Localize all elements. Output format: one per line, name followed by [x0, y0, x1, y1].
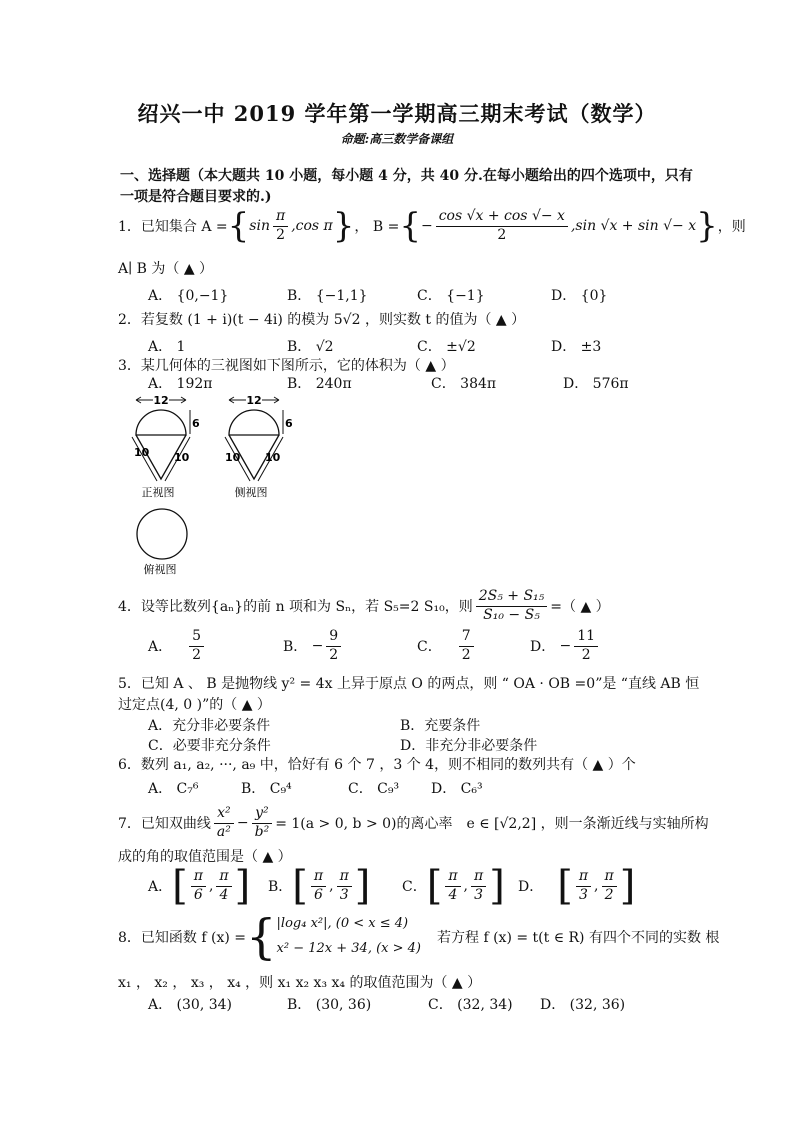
q5-option-c: C．必要非充分条件 [148, 738, 271, 754]
q4-option-d-num: 11 [574, 628, 598, 647]
q1-option-b: B． {−1,1} [287, 288, 368, 304]
question-6: 6．数列 a₁, a₂, ···, a₉ 中，恰好有 6 个 7 ，3 个 4，则不相同的数列共有（ ▲ ）个 [118, 757, 636, 773]
question-1 [118, 208, 746, 244]
q3-option-b: B． 240π [287, 376, 352, 392]
q7-option-c-label: C． [402, 879, 427, 895]
q7-tail: = 1(a > 0, b > 0)的离心率 [275, 816, 453, 832]
q7-a-d1: 6 [193, 886, 203, 903]
q7-a-d2: 4 [219, 886, 229, 903]
q2-option-c: C． ±√2 [417, 339, 476, 355]
q8-option-c: C． (32, 34) [428, 997, 513, 1013]
q4-option-b-sign: − [311, 638, 324, 654]
q4-option-c-den: 2 [461, 646, 471, 663]
q1-b-frac [436, 208, 568, 244]
q4-option-a-num: 5 [189, 628, 204, 647]
front-height-label: 6 [192, 417, 200, 430]
q4-den: S₁₀ − S₅ [483, 606, 540, 623]
q7-d-d2: 2 [604, 886, 614, 903]
q6-option-c: C． C₉³ [348, 781, 400, 797]
q1-prefix: 1．已知集合 A = [118, 219, 228, 235]
q7-option-d: D． [ $\frac{\pi}{3}$ , $\frac{\pi}{2}$ ] [518, 863, 636, 909]
question-7 [118, 805, 709, 841]
q3-option-a: A． 192π [148, 376, 213, 392]
side-view [225, 394, 293, 499]
q1-then: ，则 [717, 219, 746, 235]
q6-option-b: B． C₉⁴ [241, 781, 292, 797]
q4-fraction [476, 588, 548, 624]
q7-c-n1: π [445, 868, 460, 887]
side-left-slant-label: 10 [225, 451, 241, 464]
q8-mid: 若方程 f (x) = t(t ∈ R) 有四个不同的实数 根 [437, 929, 720, 946]
q7-b-n1: π [311, 868, 326, 887]
q1-b-tail: ,sin √x + sin √− x [570, 218, 697, 234]
q7-minus: − [236, 815, 249, 831]
q4-option-c [417, 628, 477, 664]
q7-option-b-label: B． [268, 879, 293, 895]
q4-option-d-sign: − [559, 638, 572, 654]
q7-option-d-label: D． [518, 879, 544, 895]
q4-option-b-label: B． [283, 639, 308, 655]
q4-option-c-num: 7 [459, 628, 474, 647]
q1-b-den: 2 [497, 226, 507, 243]
front-right-slant-label: 10 [174, 451, 190, 464]
q4-option-d-label: D． [530, 639, 556, 655]
left-brace: { [399, 206, 421, 246]
q4-option-b-den: 2 [329, 646, 339, 663]
q7-c-n2: π [471, 868, 486, 887]
q7-option-a: A． [ $\frac{\pi}{6}$ , $\frac{\pi}{4}$ ] [148, 863, 251, 909]
q8-case1: |log₄ x²|, (0 < x ≤ 4) [276, 916, 409, 931]
question-4 [118, 588, 610, 624]
side-width-label: 12 [246, 394, 262, 407]
side-right-slant-label: 10 [265, 451, 281, 464]
q5-option-b: B．充要条件 [400, 718, 481, 734]
q4-num: 2S₅ + S₁₅ [476, 588, 548, 607]
q7-frac1-den: a² [216, 823, 231, 840]
three-view-figure [120, 392, 300, 582]
top-view-label: 俯视图 [143, 563, 177, 576]
question-5-line2: 过定点(4, 0 )”的（ ▲ ） [118, 697, 271, 713]
question-3: 3．某几何体的三视图如下图所示，它的体积为（ ▲ ） [118, 358, 455, 374]
q8-piecewise-brace: { [246, 908, 277, 965]
front-view-label: 正视图 [141, 486, 175, 499]
top-view [137, 509, 187, 576]
side-height-label: 6 [285, 417, 293, 430]
side-semicircle [229, 410, 279, 435]
question-8-line2: x₁ ， x₂ ， x₃ ， x₄ ，则 x₁ x₂ x₃ x₄ 的取值范围为（ ▲ ） [118, 975, 482, 991]
section-heading-line1: 一、选择题（本大题共 10 小题，每小题 4 分，共 40 分.在每小题给出的四个选项中，只有 [120, 168, 693, 184]
q7-a-n2: π [216, 868, 231, 887]
question-7-line2: 成的角的取值范围是（ ▲ ） [118, 849, 292, 865]
q8-prefix: 8．已知函数 f (x) = [118, 929, 246, 946]
question-2: 2．若复数 (1 + i)(t − 4i) 的模为 5√2 ，则实数 t 的值为（ ▲ ） [118, 312, 526, 328]
page-subtitle: 命题:高三数学备课组 [340, 132, 454, 146]
q1-pi-over-2 [273, 208, 288, 244]
q4-option-b [283, 628, 344, 664]
q1-option-d: D． {0} [551, 288, 608, 304]
left-brace: { [227, 206, 250, 246]
q4-option-a [148, 628, 207, 664]
q1-frac-den: 2 [276, 226, 286, 243]
section-heading-line2: 一项是符合题目要求的.) [120, 189, 272, 205]
q1-line2: A∣ B 为（ ▲ ） [118, 261, 214, 277]
q7-d-d1: 3 [578, 886, 588, 903]
question-8 [118, 908, 720, 965]
q2-option-b: B． √2 [287, 339, 334, 355]
q2-option-a: A． 1 [148, 339, 186, 355]
q7-option-c: C． [ $\frac{\pi}{4}$ , $\frac{\pi}{3}$ ] [402, 863, 505, 909]
q7-c-d1: 4 [448, 886, 458, 903]
q8-cases [277, 912, 421, 961]
q1-frac-num: π [273, 208, 288, 227]
question-5-line1: 5．已知 A 、 B 是抛物线 y² = 4x 上异于原点 O 的两点，则 “ OA · OB =0”是 “直线 AB 恒 [118, 676, 700, 692]
page-title: 绍兴一中 2019 学年第一学期高三期末考试（数学） [137, 101, 657, 126]
q1-option-c: C． {−1} [417, 288, 485, 304]
front-width-label: 12 [153, 394, 169, 407]
q4-option-d [530, 628, 601, 664]
q7-option-a-label: A． [148, 879, 173, 895]
front-left-slant-dim [132, 437, 157, 481]
q7-prefix: 7．已知双曲线 [118, 816, 211, 832]
q2-option-d: D． ±3 [551, 339, 602, 355]
q5-option-a: A．充分非必要条件 [148, 718, 271, 734]
q7-e-range: e ∈ [√2,2] ，则一条渐近线与实轴所构 [466, 816, 709, 832]
right-brace: } [332, 206, 355, 246]
q7-frac2-den: b² [254, 823, 270, 840]
front-view [132, 394, 200, 499]
q4-option-c-label: C． [417, 639, 442, 655]
front-semicircle [136, 410, 186, 435]
q6-option-d: D． C₆³ [431, 781, 483, 797]
q8-case2: x² − 12x + 34, (x > 4) [276, 940, 421, 956]
q4-option-a-den: 2 [192, 646, 202, 663]
q1-b-num: cos √x + cos √− x [436, 208, 568, 227]
q8-option-a: A． (30, 34) [148, 997, 233, 1013]
q4-suffix: =（ ▲ ） [550, 599, 610, 615]
front-left-slant-label: 10 [134, 446, 150, 459]
q1-option-a: A． {0,−1} [148, 288, 229, 304]
q4-prefix: 4．设等比数列{aₙ}的前 n 项和为 Sₙ，若 S₅=2 S₁₀，则 [118, 599, 473, 615]
q7-b-n2: π [337, 868, 352, 887]
q7-d-n1: π [576, 868, 591, 887]
q7-option-b: B． [ $\frac{\pi}{6}$ , $\frac{\pi}{3}$ ] [268, 863, 371, 909]
q7-a-n1: π [191, 868, 206, 887]
top-circle [137, 509, 187, 559]
q3-option-d: D． 576π [563, 376, 629, 392]
q7-frac2-num: y² [252, 805, 272, 824]
q4-option-b-num: 9 [326, 628, 341, 647]
q8-option-d: D． (32, 36) [540, 997, 626, 1013]
q7-c-d2: 3 [474, 886, 484, 903]
q1-minus: − [420, 218, 433, 234]
q7-d-n2: π [602, 868, 617, 887]
q7-frac1-num: x² [214, 805, 234, 824]
q1-cos-pi: ,cos π [291, 218, 333, 234]
q7-b-d2: 3 [339, 886, 349, 903]
q3-option-c: C． 384π [431, 376, 497, 392]
q1-b-eq: ， B = [354, 219, 400, 235]
q4-option-a-label: A． [148, 639, 173, 655]
q5-option-d: D．非充分非必要条件 [400, 738, 538, 754]
right-brace: } [696, 206, 718, 246]
q7-b-d1: 6 [314, 886, 323, 903]
q8-option-b: B． (30, 36) [287, 997, 372, 1013]
side-view-label: 侧视图 [234, 486, 268, 499]
q1-sin: sin [249, 218, 270, 234]
q4-option-d-den: 2 [581, 646, 591, 663]
q6-option-a: A． C₇⁶ [148, 781, 199, 797]
